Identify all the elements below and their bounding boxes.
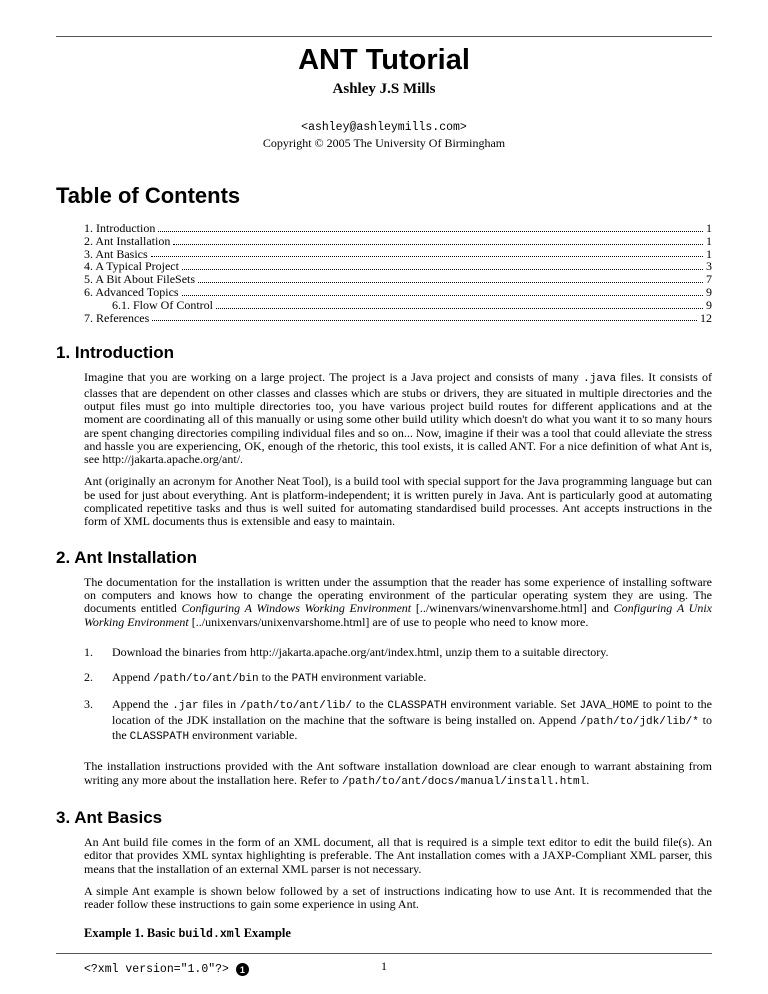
toc-item-label: 5. A Bit About FileSets	[84, 272, 196, 287]
text-run: [../unixenvars/unixenvarshome.html] are of use to people who need to know more.	[188, 614, 589, 629]
toc-dot-leader	[173, 244, 703, 245]
toc-dot-leader	[216, 308, 703, 309]
footer-rule	[56, 953, 712, 954]
inline-code: CLASSPATH	[129, 731, 190, 744]
toc-page-number: 1	[706, 233, 712, 248]
toc-item-flow-of-control[interactable]	[84, 299, 712, 312]
page-footer	[56, 953, 712, 977]
toc-page-number: 7	[706, 272, 712, 287]
list-item-number: 1.	[84, 644, 93, 659]
inline-code: PATH	[291, 673, 319, 686]
text-run: to the	[112, 712, 712, 743]
copyright-line: Copyright © 2005 The University Of Birmingham	[262, 136, 506, 150]
inline-code: JAVA_HOME	[579, 700, 639, 713]
toc-page-number: 12	[700, 310, 712, 325]
document-title-reference: Configuring A Unix Working Environment	[84, 601, 713, 629]
example-title	[84, 926, 712, 941]
installation-paragraph-1	[84, 576, 712, 629]
toc-item-introduction[interactable]	[84, 222, 712, 235]
toc-page-number: 3	[706, 259, 712, 274]
inline-code: CLASSPATH	[387, 700, 447, 713]
toc-item-ant-installation[interactable]	[84, 235, 712, 248]
text-run: .	[586, 772, 590, 787]
inline-code: /path/to/jdk/lib/*	[580, 715, 699, 728]
installation-paragraph-2	[84, 760, 712, 789]
author-name: Ashley J.S Mills	[332, 81, 436, 97]
inline-code: /path/to/ant/lib/	[239, 700, 353, 713]
list-item	[84, 671, 712, 686]
toc-page-number: 9	[706, 284, 712, 299]
table-of-contents	[56, 222, 712, 324]
page-title: ANT Tutorial	[298, 44, 470, 76]
header-rule	[56, 36, 712, 37]
toc-page-number: 9	[706, 297, 712, 312]
list-item	[84, 646, 712, 659]
toc-item-references[interactable]	[84, 312, 712, 325]
inline-code: /path/to/ant/docs/manual/install.html	[341, 775, 587, 788]
footer-page-number: 1	[381, 959, 387, 973]
author-email: <ashley@ashleymills.com>	[301, 121, 467, 134]
text-run: Download the binaries from http://jakarta.apache.org/ant/index.html, unzip them to a suitable directory.	[112, 644, 609, 659]
text-run: Example 1. Basic	[84, 926, 179, 941]
text-run: to the	[258, 670, 292, 685]
text-run: environment variable. Set	[446, 697, 580, 712]
code-text: <?xml version="1.0"?>	[84, 963, 229, 977]
list-item-text	[112, 646, 712, 659]
list-item	[84, 698, 712, 744]
text-run: files. It consists of classes that are dependent on other classes and classes which are stubs or drivers, they are situated in multiple directories and the output files must go into multiple directories too, you have various project build routes for different applications and at the moment are coordinating all of this manually or using some other build utility which doesn't do what you want it to so many hours are spent changing directories compiling individual files and so on... Now, imagine if their was a tool that could alleviate the stress and hassle you are experiencing, OK, enough of the rhetoric, this tool exists, it is called ANT. For a nice definition of what Ant is, see http://jakarta.apache.org/ant/.	[84, 370, 712, 467]
basics-paragraph-1: An Ant build file comes in the form of an XML document, all that is required is a simple text editor to edit the build file(s). An editor that provides XML syntax highlighting is preferable. The Ant installation comes with a JAXP-Compliant XML parser, this means that the installation of an external XML parser is not necessary.	[84, 834, 712, 876]
text-run: The installation instructions provided with the Ant software installation download are clear enough to warrant abstaining from writing any more about the installation here. Refer to	[84, 759, 712, 787]
document-title-reference: Configuring A Windows Working Environment	[181, 601, 412, 616]
inline-code: .jar	[172, 700, 199, 713]
section-heading-basics: 3. Ant Basics	[56, 807, 163, 827]
installation-steps-list	[84, 646, 712, 744]
inline-code: .java	[583, 373, 617, 386]
list-item-text	[112, 698, 712, 744]
toc-dot-leader	[152, 320, 697, 321]
text-run: environment variable.	[318, 670, 427, 685]
section-heading-introduction: 1. Introduction	[56, 343, 175, 363]
text-run: to point to the location of the JDK installation on the machine that the software is being installed on. Append	[112, 697, 712, 727]
toc-dot-leader	[151, 256, 703, 257]
section-body-installation	[56, 576, 712, 789]
inline-code: /path/to/ant/bin	[153, 673, 259, 686]
toc-page-number: 1	[706, 221, 712, 235]
toc-item-label: 4. A Typical Project	[84, 259, 179, 274]
toc-item-label: 2. Ant Installation	[84, 233, 171, 248]
toc-heading: Table of Contents	[56, 183, 241, 208]
toc-dot-leader	[182, 295, 703, 296]
list-item-number: 3.	[84, 697, 93, 712]
toc-item-label: 1. Introduction	[84, 221, 156, 235]
list-item-text	[112, 671, 712, 686]
intro-paragraph-2: Ant (originally an acronym for Another Neat Tool), is a build tool with special support for the Java programming language but can be used for just about everything. Ant is platform-independent; it is written purely in Java. Ant is particularly good at automating complicated repetitive tasks and thus is well suited for automating standardised build processes. Ant accepts instructions in the form of XML documents thus is extensible and easy to maintain.	[84, 474, 712, 529]
text-run: Example	[240, 926, 291, 941]
list-item-number: 2.	[84, 670, 93, 685]
toc-page-number: 1	[706, 246, 712, 261]
basics-paragraph-2: A simple Ant example is shown below followed by a set of instructions indicating how to use Ant. It is recommended that the reader follow these instructions to gain some experience in using Ant.	[84, 883, 712, 912]
intro-paragraph-1	[84, 371, 712, 466]
text-run: Imagine that you are working on a large project. The project is a Java project and consists of many	[84, 370, 584, 385]
section-body-introduction	[56, 371, 712, 528]
callout-1-icon: 1	[236, 963, 249, 976]
toc-item-label: 3. Ant Basics	[84, 246, 148, 261]
text-run: Append the	[112, 697, 173, 712]
toc-item-label: 6.1. Flow Of Control	[112, 297, 214, 312]
text-run: files in	[198, 697, 240, 712]
toc-item-advanced-topics[interactable]	[84, 286, 712, 299]
text-run: The documentation for the installation is written under the assumption that the reader has some experience of installing software on computers and knows how to change the operating environment of the particular operating system they are using. The documents entitled	[84, 574, 712, 616]
text-run: to the	[352, 697, 388, 712]
text-run: environment variable.	[189, 728, 298, 743]
inline-code: build.xml	[178, 928, 241, 942]
section-heading-installation: 2. Ant Installation	[56, 547, 198, 567]
toc-dot-leader	[198, 282, 703, 283]
text-run: Append	[112, 670, 153, 685]
toc-item-label: 6. Advanced Topics	[84, 284, 179, 299]
toc-item-label: 7. References	[84, 310, 150, 325]
toc-dot-leader	[158, 231, 703, 232]
toc-dot-leader	[182, 269, 703, 270]
text-run: [../winenvars/winenvarshome.html] and	[411, 601, 614, 616]
